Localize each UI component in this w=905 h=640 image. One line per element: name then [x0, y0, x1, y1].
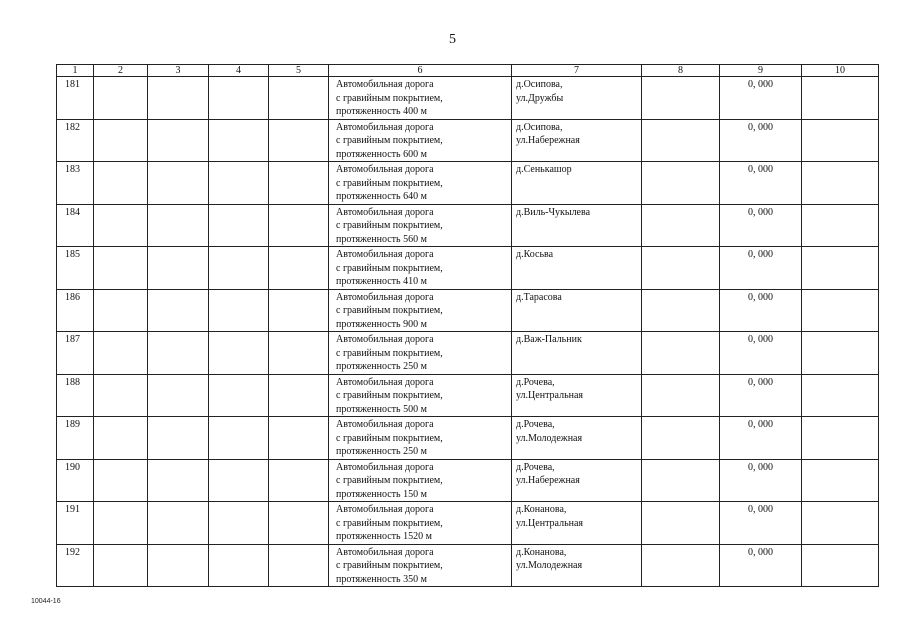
- empty-cell: [94, 374, 148, 417]
- empty-cell: [209, 247, 269, 290]
- object-name-line: с гравийным покрытием,: [336, 177, 443, 189]
- object-name-line: Автомобильная дорога: [336, 461, 434, 473]
- object-name-line: протяженность 150 м: [336, 488, 427, 500]
- object-address: [512, 289, 642, 332]
- empty-cell: [269, 417, 329, 460]
- empty-cell: [209, 332, 269, 375]
- header-cell: 8: [642, 65, 720, 77]
- empty-cell: [209, 459, 269, 502]
- empty-cell: [148, 162, 209, 205]
- header-cell: 5: [269, 65, 329, 77]
- empty-cell: [802, 544, 879, 587]
- empty-cell: [94, 459, 148, 502]
- header-cell: 6: [329, 65, 512, 77]
- object-name: [329, 119, 512, 162]
- empty-cell: [269, 119, 329, 162]
- value-cell: 0, 000: [720, 204, 802, 247]
- empty-cell: [269, 332, 329, 375]
- object-name: [329, 502, 512, 545]
- empty-cell: [148, 77, 209, 120]
- empty-cell: [642, 77, 720, 120]
- empty-cell: [148, 247, 209, 290]
- empty-cell: [802, 162, 879, 205]
- object-name-line: с гравийным покрытием,: [336, 135, 443, 146]
- object-address: [512, 417, 642, 460]
- object-address-line: д.Осипова,: [516, 79, 563, 90]
- object-address-line: д.Тарасова: [516, 291, 562, 303]
- object-name-line: Автомобильная дорога: [336, 419, 434, 430]
- object-address-line: д.Конанова,: [516, 546, 567, 558]
- empty-cell: [642, 204, 720, 247]
- object-address-line: д.Рочева,: [516, 376, 555, 388]
- object-name-line: Автомобильная дорога: [336, 504, 434, 515]
- header-cell: 7: [512, 65, 642, 77]
- value-cell: 0, 000: [720, 289, 802, 332]
- object-name-line: с гравийным покрытием,: [336, 347, 443, 359]
- empty-cell: [802, 459, 879, 502]
- empty-cell: [148, 502, 209, 545]
- object-address-line: ул.Центральная: [516, 390, 584, 401]
- empty-cell: [148, 289, 209, 332]
- object-address: [512, 502, 642, 545]
- empty-cell: [269, 247, 329, 290]
- empty-cell: [209, 374, 269, 417]
- row-number: 187: [57, 332, 94, 375]
- table-row: [57, 204, 879, 247]
- empty-cell: [642, 332, 720, 375]
- object-name: [329, 374, 512, 417]
- row-number: 184: [57, 204, 94, 247]
- row-number: 183: [57, 162, 94, 205]
- row-number: 185: [57, 247, 94, 290]
- object-address-line: д.Конанова,: [516, 504, 567, 515]
- empty-cell: [148, 417, 209, 460]
- object-address-line: д.Осипова,: [516, 121, 563, 133]
- empty-cell: [642, 544, 720, 587]
- header-row: [57, 65, 879, 77]
- object-address-line: ул.Молодежная: [516, 560, 583, 571]
- object-name-line: Автомобильная дорога: [336, 79, 434, 90]
- header-cell: 9: [720, 65, 802, 77]
- table-row: [57, 459, 879, 502]
- object-address-line: д.Рочева,: [516, 461, 555, 473]
- object-name-line: протяженность 500 м: [336, 403, 427, 415]
- empty-cell: [642, 162, 720, 205]
- value-cell: 0, 000: [720, 459, 802, 502]
- header-cell: 10: [802, 65, 879, 77]
- empty-cell: [94, 417, 148, 460]
- empty-cell: [642, 459, 720, 502]
- object-address: [512, 77, 642, 120]
- object-address: [512, 162, 642, 205]
- table-row: [57, 247, 879, 290]
- empty-cell: [802, 204, 879, 247]
- empty-cell: [148, 374, 209, 417]
- empty-cell: [148, 544, 209, 587]
- empty-cell: [642, 289, 720, 332]
- object-name-line: Автомобильная дорога: [336, 206, 434, 218]
- empty-cell: [269, 544, 329, 587]
- object-name: [329, 459, 512, 502]
- object-name: [329, 77, 512, 120]
- row-number: 181: [57, 77, 94, 120]
- row-number: 182: [57, 119, 94, 162]
- object-name: [329, 204, 512, 247]
- row-number: 190: [57, 459, 94, 502]
- object-name: [329, 332, 512, 375]
- object-address: [512, 247, 642, 290]
- empty-cell: [269, 374, 329, 417]
- value-cell: 0, 000: [720, 119, 802, 162]
- table-row: [57, 77, 879, 120]
- empty-cell: [802, 119, 879, 162]
- object-name-line: Автомобильная дорога: [336, 249, 434, 260]
- page-number: 5: [449, 32, 456, 47]
- empty-cell: [802, 247, 879, 290]
- empty-cell: [94, 289, 148, 332]
- object-address: [512, 204, 642, 247]
- empty-cell: [94, 247, 148, 290]
- registry-table: [56, 64, 879, 587]
- table-row: [57, 417, 879, 460]
- header-cell: 1: [57, 65, 94, 77]
- empty-cell: [94, 502, 148, 545]
- object-name-line: с гравийным покрытием,: [336, 560, 443, 571]
- object-name-line: Автомобильная дорога: [336, 334, 434, 345]
- object-name-line: с гравийным покрытием,: [336, 262, 443, 274]
- empty-cell: [269, 289, 329, 332]
- object-name-line: Автомобильная дорога: [336, 164, 434, 175]
- empty-cell: [209, 77, 269, 120]
- empty-cell: [802, 332, 879, 375]
- object-address: [512, 374, 642, 417]
- empty-cell: [94, 119, 148, 162]
- object-address-line: д.Сенькашор: [516, 164, 572, 175]
- empty-cell: [802, 77, 879, 120]
- empty-cell: [802, 417, 879, 460]
- empty-cell: [148, 119, 209, 162]
- empty-cell: [209, 119, 269, 162]
- empty-cell: [642, 502, 720, 545]
- object-address: [512, 119, 642, 162]
- object-address-line: д.Рочева,: [516, 419, 555, 430]
- value-cell: 0, 000: [720, 374, 802, 417]
- object-address-line: д.Важ-Пальник: [516, 334, 582, 345]
- object-address-line: д.Косьва: [516, 249, 554, 260]
- empty-cell: [94, 332, 148, 375]
- object-name-line: с гравийным покрытием,: [336, 432, 443, 444]
- object-name-line: протяженность 250 м: [336, 361, 427, 372]
- empty-cell: [94, 544, 148, 587]
- value-cell: 0, 000: [720, 332, 802, 375]
- empty-cell: [209, 417, 269, 460]
- object-address-line: ул.Центральная: [516, 517, 584, 529]
- empty-cell: [148, 332, 209, 375]
- value-cell: 0, 000: [720, 162, 802, 205]
- object-name-line: протяженность 410 м: [336, 276, 427, 287]
- empty-cell: [94, 77, 148, 120]
- value-cell: 0, 000: [720, 247, 802, 290]
- object-name-line: протяженность 1520 м: [336, 531, 432, 542]
- object-address: [512, 459, 642, 502]
- empty-cell: [642, 417, 720, 460]
- object-name: [329, 247, 512, 290]
- value-cell: 0, 000: [720, 417, 802, 460]
- object-name-line: протяженность 400 м: [336, 106, 427, 117]
- table-row: [57, 544, 879, 587]
- object-address-line: ул.Набережная: [516, 135, 580, 146]
- empty-cell: [148, 204, 209, 247]
- object-name-line: с гравийным покрытием,: [336, 305, 443, 316]
- empty-cell: [94, 204, 148, 247]
- table-row: [57, 374, 879, 417]
- object-name-line: с гравийным покрытием,: [336, 517, 443, 529]
- object-address-line: ул.Набережная: [516, 475, 580, 486]
- object-name-line: протяженность 900 м: [336, 318, 427, 330]
- empty-cell: [802, 502, 879, 545]
- header-cell: 3: [148, 65, 209, 77]
- object-name: [329, 417, 512, 460]
- empty-cell: [148, 459, 209, 502]
- empty-cell: [269, 459, 329, 502]
- row-number: 188: [57, 374, 94, 417]
- empty-cell: [269, 77, 329, 120]
- empty-cell: [802, 289, 879, 332]
- value-cell: 0, 000: [720, 77, 802, 120]
- object-name-line: Автомобильная дорога: [336, 546, 434, 558]
- object-name: [329, 544, 512, 587]
- object-address-line: ул.Дружбы: [516, 92, 564, 104]
- empty-cell: [94, 162, 148, 205]
- value-cell: 0, 000: [720, 544, 802, 587]
- row-number: 189: [57, 417, 94, 460]
- object-name-line: Автомобильная дорога: [336, 291, 434, 303]
- row-number: 192: [57, 544, 94, 587]
- object-name-line: протяженность 600 м: [336, 148, 427, 160]
- empty-cell: [802, 374, 879, 417]
- object-name-line: протяженность 350 м: [336, 573, 427, 585]
- header-cell: 4: [209, 65, 269, 77]
- object-name-line: Автомобильная дорога: [336, 121, 434, 133]
- object-name-line: протяженность 640 м: [336, 191, 427, 202]
- table-row: [57, 289, 879, 332]
- object-name-line: протяженность 250 м: [336, 446, 427, 457]
- empty-cell: [209, 162, 269, 205]
- object-address-line: д.Виль-Чукылева: [516, 206, 591, 218]
- empty-cell: [642, 374, 720, 417]
- object-name-line: Автомобильная дорога: [336, 376, 434, 388]
- object-name: [329, 289, 512, 332]
- object-name: [329, 162, 512, 205]
- empty-cell: [269, 162, 329, 205]
- row-number: 191: [57, 502, 94, 545]
- header-cell: 2: [94, 65, 148, 77]
- object-address: [512, 332, 642, 375]
- document-code: 10044-16: [31, 598, 61, 605]
- table-row: [57, 502, 879, 545]
- empty-cell: [642, 247, 720, 290]
- object-name-line: с гравийным покрытием,: [336, 220, 443, 231]
- table-row: [57, 119, 879, 162]
- value-cell: 0, 000: [720, 502, 802, 545]
- empty-cell: [209, 289, 269, 332]
- empty-cell: [269, 204, 329, 247]
- object-name-line: с гравийным покрытием,: [336, 475, 443, 486]
- object-name-line: с гравийным покрытием,: [336, 390, 443, 401]
- empty-cell: [209, 502, 269, 545]
- empty-cell: [269, 502, 329, 545]
- table-row: [57, 332, 879, 375]
- row-number: 186: [57, 289, 94, 332]
- table-row: [57, 162, 879, 205]
- object-address-line: ул.Молодежная: [516, 432, 583, 444]
- object-name-line: протяженность 560 м: [336, 233, 427, 245]
- empty-cell: [209, 204, 269, 247]
- empty-cell: [642, 119, 720, 162]
- empty-cell: [209, 544, 269, 587]
- object-name-line: с гравийным покрытием,: [336, 92, 443, 104]
- object-address: [512, 544, 642, 587]
